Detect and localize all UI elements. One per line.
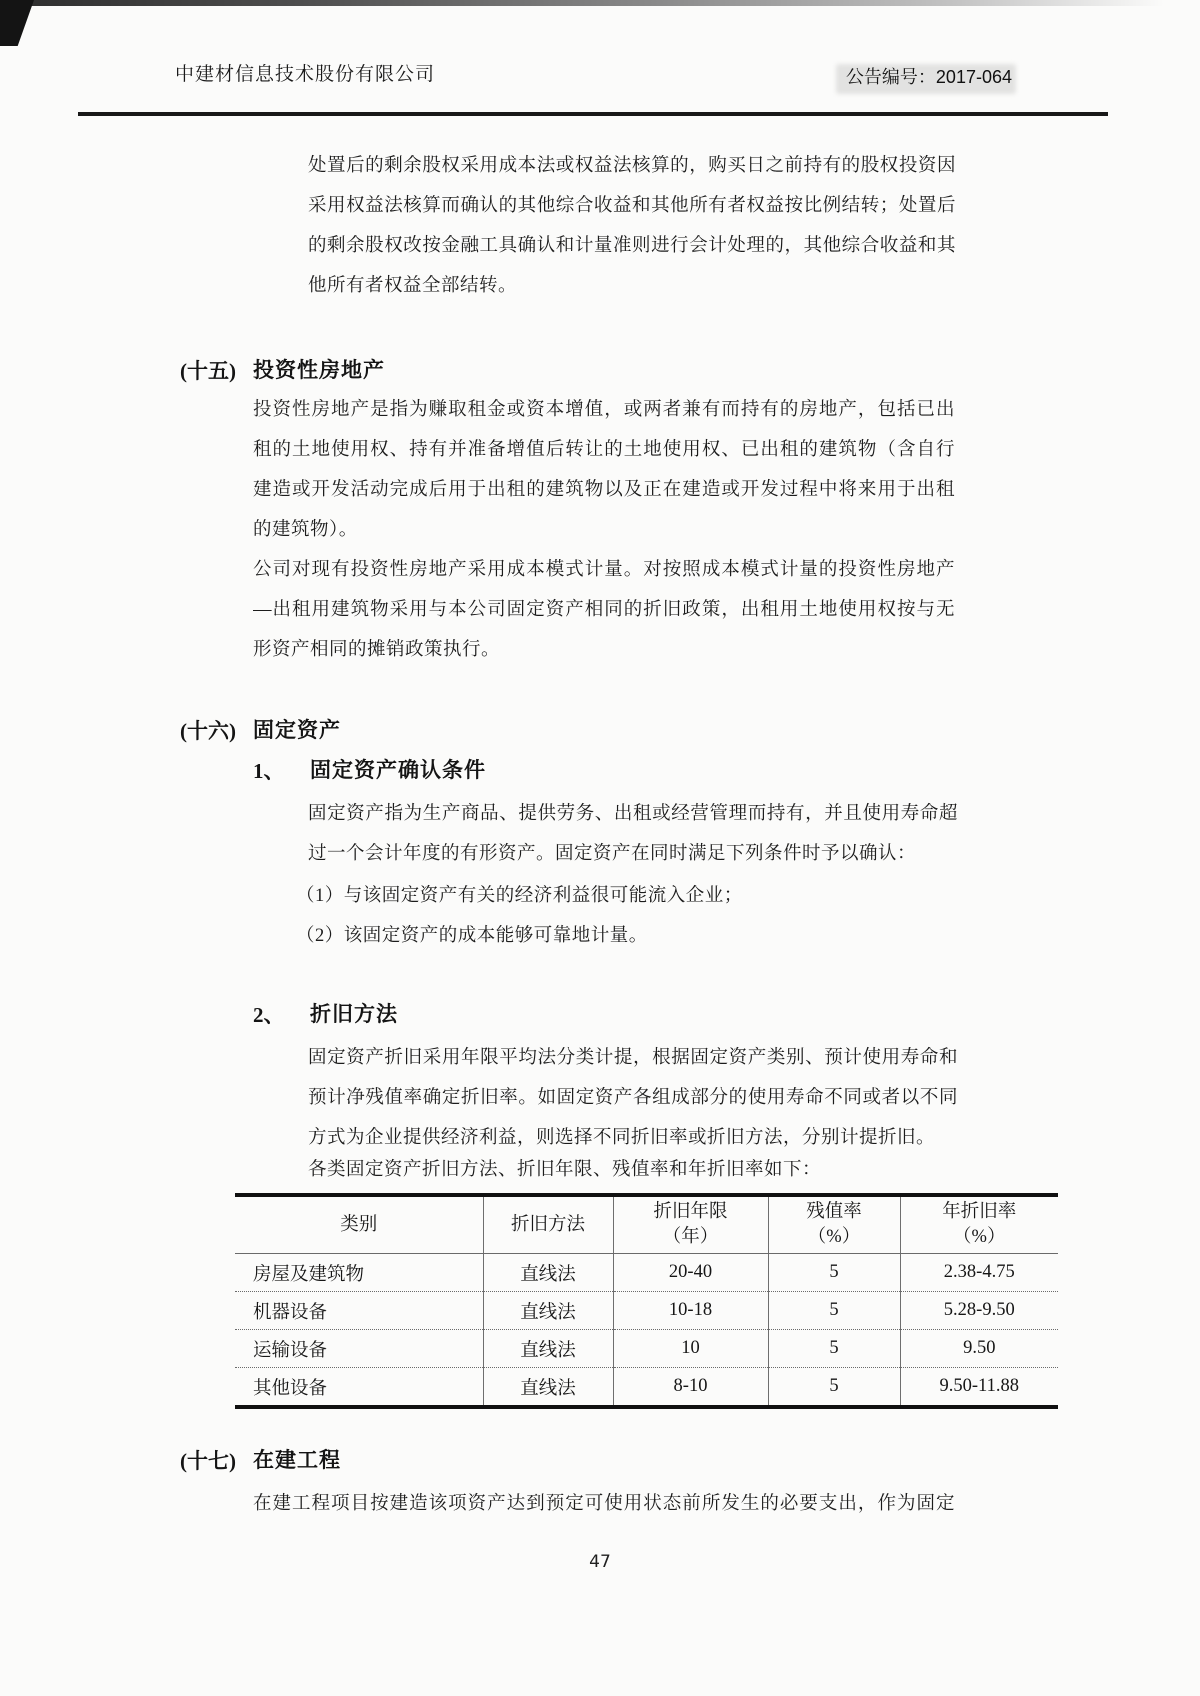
table-intro — [308, 1150, 958, 1190]
cell-residual-rate: 5 — [768, 1254, 900, 1292]
text-line: —出租用建筑物采用与本公司固定资产相同的折旧政策，出租用土地使用权按与无 — [253, 600, 955, 620]
section-17-heading — [0, 1446, 1200, 1476]
depreciation-table — [235, 1193, 1058, 1409]
list-item: （1）与该固定资产有关的经济利益很可能流入企业； — [296, 886, 743, 906]
header-notice-number: 公告编号：2017-064 — [845, 67, 1012, 87]
cell-annual-rate: 5.28-9.50 — [900, 1292, 1058, 1330]
cell-residual-rate: 5 — [768, 1368, 900, 1408]
subsection-1-items — [296, 876, 958, 956]
cell-category: 其他设备 — [253, 1378, 328, 1399]
subsection-2-body — [308, 1038, 958, 1158]
section-number: (十七) — [180, 1449, 236, 1473]
table-row — [235, 1368, 1058, 1408]
cell-years: 10 — [613, 1330, 768, 1368]
cell-method: 直线法 — [483, 1368, 613, 1408]
table-row — [235, 1292, 1058, 1330]
cell-residual-rate: 5 — [768, 1292, 900, 1330]
section-15-body — [253, 390, 955, 670]
cell-years: 20-40 — [613, 1254, 768, 1292]
column-header-category — [235, 1195, 483, 1254]
text-line: 投资性房地产是指为赚取租金或资本增值，或两者兼有而持有的房地产，包括已出 — [253, 400, 955, 420]
cell-method: 直线法 — [483, 1292, 613, 1330]
subsection-number: 1、 — [253, 759, 285, 783]
section-title: 固定资产 — [253, 719, 341, 742]
header-text: 年折旧率 — [942, 1202, 1017, 1222]
text-line: 固定资产折旧采用年限平均法分类计提，根据固定资产类别、预计使用寿命和 — [308, 1048, 958, 1068]
subsection-title: 固定资产确认条件 — [310, 759, 486, 782]
section-title: 投资性房地产 — [253, 359, 385, 382]
table-row — [235, 1330, 1058, 1368]
text-line: 的剩余股权改按金融工具确认和计量准则进行会计处理的，其他综合收益和其 — [308, 236, 956, 256]
header-text: （%） — [953, 1227, 1006, 1247]
cell-category: 房屋及建筑物 — [235, 1254, 483, 1292]
text-line: 租的土地使用权、持有并准备增值后转让的土地使用权、已出租的建筑物（含自行 — [253, 440, 955, 460]
subsection-1-body — [308, 794, 958, 874]
column-header-annual-rate — [900, 1195, 1058, 1254]
text-line: 在建工程项目按建造该项资产达到预定可使用状态前所发生的必要支出，作为固定 — [253, 1494, 955, 1514]
scan-artifact-top-edge — [0, 0, 1200, 6]
cell-years: 10-18 — [613, 1292, 768, 1330]
cell-category: 运输设备 — [235, 1330, 483, 1368]
header-text: （年） — [662, 1227, 719, 1247]
cell-annual-rate: 2.38-4.75 — [900, 1254, 1058, 1292]
header-text: 类别 — [340, 1214, 378, 1235]
header-text: 折旧方法 — [510, 1214, 585, 1235]
text-line: 采用权益法核算而确认的其他综合收益和其他所有者权益按比例结转；处置后 — [308, 196, 956, 216]
cell-residual-rate: 5 — [768, 1330, 900, 1368]
header-text: （%） — [807, 1227, 861, 1247]
text-line: 处置后的剩余股权采用成本法或权益法核算的，购买日之前持有的股权投资因 — [308, 156, 956, 176]
scan-artifact-corner-blob — [0, 0, 34, 46]
cell-years: 8-10 — [613, 1368, 768, 1408]
paragraph-continuation — [308, 146, 956, 306]
table-header-row — [235, 1195, 1058, 1254]
text-line: 方式为企业提供经济利益，则选择不同折旧率或折旧方法，分别计提折旧。 — [308, 1128, 936, 1148]
text-line: 的建筑物）。 — [253, 520, 358, 540]
page-number: 47 — [589, 1552, 611, 1572]
text-line: 固定资产指为生产商品、提供劳务、出租或经营管理而持有，并且使用寿命超 — [308, 804, 958, 824]
section-number: (十六) — [180, 719, 236, 743]
column-header-years — [613, 1195, 768, 1254]
section-17-body — [253, 1484, 955, 1524]
list-item: （2）该固定资产的成本能够可靠地计量。 — [296, 926, 648, 946]
text-line: 他所有者权益全部结转。 — [308, 276, 518, 296]
cell-category: 机器设备 — [235, 1292, 483, 1330]
text-line: 预计净残值率确定折旧率。如固定资产各组成部分的使用寿命不同或者以不同 — [308, 1088, 958, 1108]
column-header-residual-rate — [768, 1195, 900, 1254]
subsection-2-heading — [0, 1000, 1200, 1030]
text-line: 建造或开发活动完成后用于出租的建筑物以及正在建造或开发过程中将来用于出租 — [253, 480, 955, 500]
cell-annual-rate: 9.50-11.88 — [900, 1368, 1058, 1408]
header-text: 折旧年限 — [653, 1202, 728, 1222]
header-text: 残值率 — [806, 1202, 862, 1222]
section-16-heading — [0, 716, 1200, 746]
cell-method: 直线法 — [483, 1330, 613, 1368]
subsection-1-heading — [0, 756, 1200, 786]
text-line: 过一个会计年度的有形资产。固定资产在同时满足下列条件时予以确认： — [308, 844, 917, 864]
cell-method: 直线法 — [483, 1254, 613, 1292]
text-line: 各类固定资产折旧方法、折旧年限、残值率和年折旧率如下： — [308, 1160, 822, 1180]
subsection-title: 折旧方法 — [310, 1003, 398, 1026]
table-row — [235, 1254, 1058, 1292]
section-number: (十五) — [180, 359, 236, 383]
section-title: 在建工程 — [253, 1449, 341, 1472]
subsection-number: 2、 — [253, 1003, 285, 1027]
section-15-heading — [0, 356, 1200, 386]
text-line: 公司对现有投资性房地产采用成本模式计量。对按照成本模式计量的投资性房地产 — [253, 560, 955, 580]
header-company-name: 中建材信息技术股份有限公司 — [175, 64, 436, 85]
cell-annual-rate: 9.50 — [900, 1330, 1058, 1368]
text-line: 形资产相同的摊销政策执行。 — [253, 640, 501, 660]
column-header-method — [483, 1195, 613, 1254]
header-rule — [78, 112, 1108, 116]
